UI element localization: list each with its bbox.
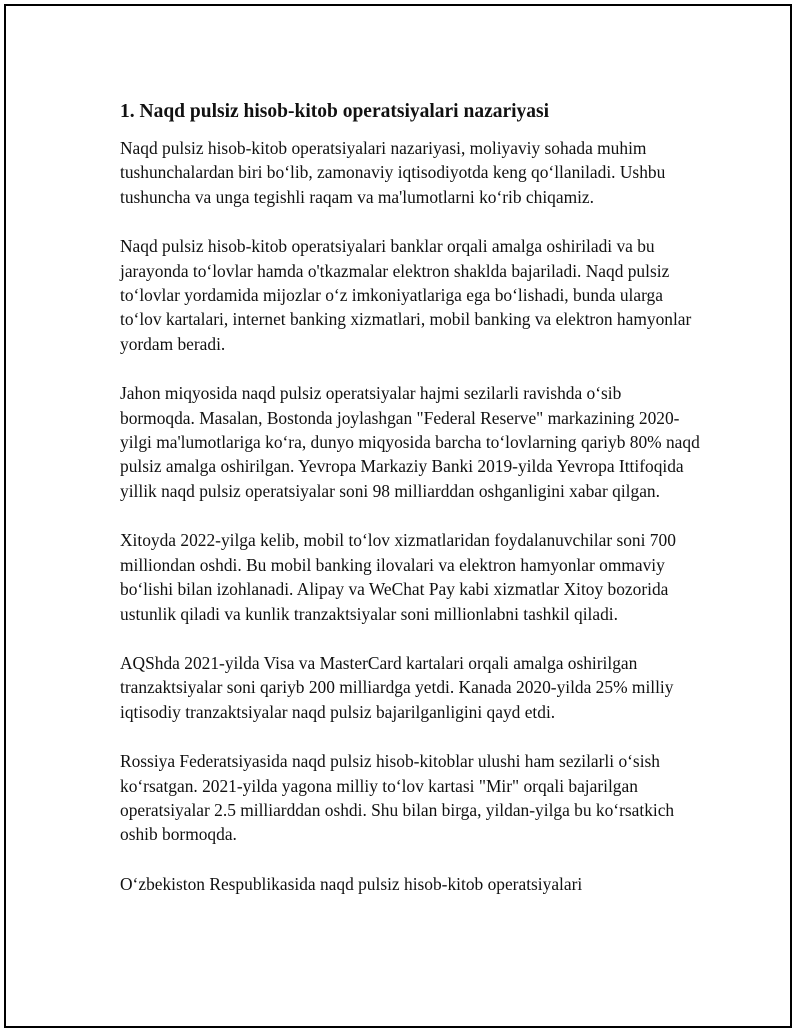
paragraph-banks: Naqd pulsiz hisob-kitob operatsiyalari banklar orqali amalga oshiriladi va bu jarayonda to‘lovlar hamda o'tkazmalar elektron shaklda bajariladi. Naqd pulsiz to‘lovlar yordamida mijozlar o‘z imkoniyatlariga ega bo‘lishadi, bunda ularga to‘lov kartalari, internet banking xizmatlari, mobil banking va elektron hamyonlar yordam beradi. <box>120 236 692 354</box>
document-body <box>120 99 700 921</box>
section-heading: 1. Naqd pulsiz hisob-kitob operatsiyalari nazariyasi <box>120 101 550 122</box>
paragraph-uzbekistan: O‘zbekiston Respublikasida naqd pulsiz hisob-kitob operatsiyalari <box>120 873 583 894</box>
paragraph-intro: Naqd pulsiz hisob-kitob operatsiyalari nazariyasi, moliyaviy sohada muhim tushunchalardan biri bo‘lib, zamonaviy iqtisodiyotda keng qo‘llaniladi. Ushbu tushuncha va unga tegishli raqam va ma'lumotlarni ko‘rib chiqamiz. <box>120 138 666 207</box>
paragraph-china: Xitoyda 2022-yilga kelib, mobil to‘lov xizmatlaridan foydalanuvchilar soni 700 milliondan oshdi. Bu mobil banking ilovalari va elektron hamyonlar ommaviy bo‘lishi bilan izohlanadi. Alipay va WeChat Pay kabi xizmatlar Xitoy bozorida ustunlik qiladi va kunlik tranzaktsiyalar soni millionlabni tashkil qiladi. <box>120 530 676 624</box>
paragraph-usa-canada: AQShda 2021-yilda Visa va MasterCard kartalari orqali amalga oshirilgan tranzaktsiyalar soni qariyb 200 milliardga yetdi. Kanada 2020-yilda 25% milliy iqtisodiy tranzaktsiyalar naqd pulsiz bajarilganligini qayd etdi. <box>120 652 674 722</box>
paragraph-world: Jahon miqyosida naqd pulsiz operatsiyalar hajmi sezilarli ravishda o‘sib bormoqda. Masalan, Bostonda joylashgan "Federal Reserve" markazining 2020-yilgi ma'lumotlariga ko‘ra, dunyo miqyosida barcha to‘lovlarning qariyb 80% naqd pulsiz amalga oshirilgan. Yevropa Markaziy Banki 2019-yilda Yevropa Ittifoqida yillik naqd pulsiz operatsiyalar soni 98 milliarddan oshganligini xabar qilgan. <box>120 383 700 501</box>
page-frame <box>4 4 792 1028</box>
paragraph-russia: Rossiya Federatsiyasida naqd pulsiz hisob-kitoblar ulushi ham sezilarli o‘sish ko‘rsatgan. 2021-yilda yagona milliy to‘lov kartasi "Mir" orqali bajarilgan operatsiyalar 2.5 milliarddan oshdi. Shu bilan birga, yildan-yilga bu ko‘rsatkich oshib bormoqda. <box>120 751 675 845</box>
